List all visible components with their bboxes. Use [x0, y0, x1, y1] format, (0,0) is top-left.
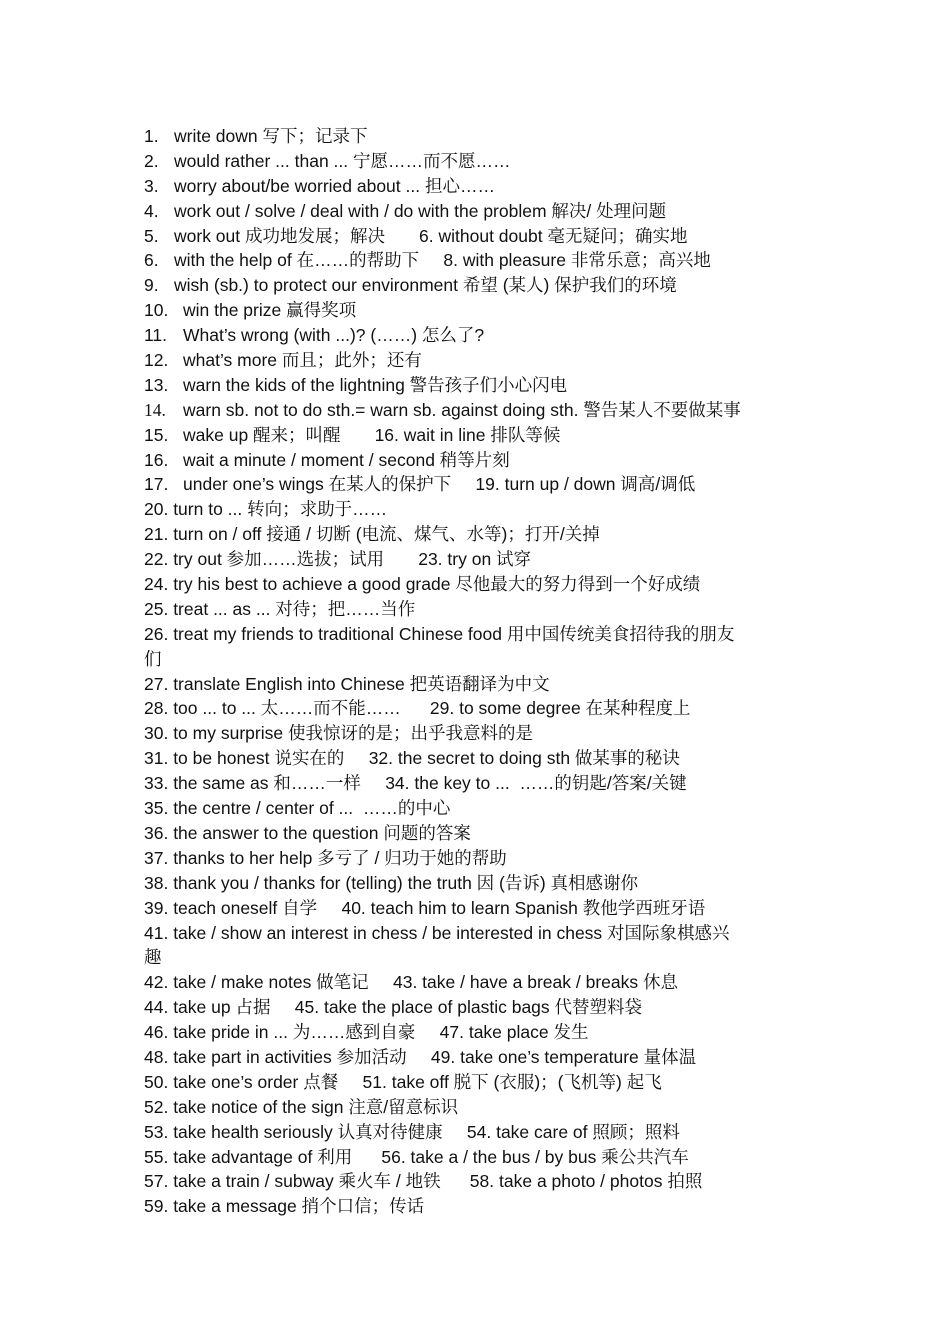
phrase-line	[144, 472, 824, 497]
list-number: 12.	[144, 350, 169, 371]
phrase-line	[144, 1020, 824, 1045]
phrase-line	[144, 348, 824, 373]
phrase-line	[144, 1045, 824, 1070]
list-number: 5.	[144, 225, 159, 246]
phrase-text: what’s more 而且；此外；还有	[183, 350, 422, 371]
phrase-line	[144, 497, 824, 522]
phrase-text: 50. take one’s order 点餐 51. take off 脱下 (衣服)；(飞机等) 起飞	[144, 1071, 662, 1092]
phrase-line	[144, 149, 824, 174]
phrase-text: wish (sb.) to protect our environment 希望 (某人) 保护我们的环境	[174, 275, 677, 296]
list-number: 13.	[144, 374, 169, 395]
phrase-line	[144, 721, 824, 746]
phrase-line	[144, 124, 824, 149]
phrase-line	[144, 1120, 824, 1145]
phrase-text: 48. take part in activities 参加活动 49. take one’s temperature 量体温	[144, 1046, 697, 1067]
phrase-text: would rather ... than ... 宁愿……而不愿……	[174, 150, 511, 171]
phrase-text: 31. to be honest 说实在的 32. the secret to doing sth 做某事的秘诀	[144, 748, 680, 769]
phrase-line	[144, 597, 824, 622]
phrase-line	[144, 224, 824, 249]
list-number: 1.	[144, 126, 159, 146]
phrase-text: 24. try his best to achieve a good grade 尽他最大的努力得到一个好成绩	[144, 574, 701, 595]
list-number: 15.	[144, 424, 169, 445]
phrase-line	[144, 398, 824, 423]
phrase-text: 26. treat my friends to traditional Chinese food 用中国传统美食招待我的朋友	[144, 623, 735, 644]
phrase-text: 27. translate English into Chinese 把英语翻译为中文	[144, 673, 550, 694]
phrase-text: 25. treat ... as ... 对待；把……当作	[144, 598, 416, 619]
list-number: 17.	[144, 474, 169, 495]
phrase-line	[144, 921, 824, 946]
phrase-text: 们	[144, 648, 162, 669]
phrase-text: wait a minute / moment / second 稍等片刻	[183, 449, 510, 470]
list-number: 14.	[144, 399, 166, 420]
phrase-text: wake up 醒来；叫醒 16. wait in line 排队等候	[183, 424, 561, 445]
phrase-line	[144, 547, 824, 572]
phrase-text: 39. teach oneself 自学 40. teach him to learn Spanish 教他学西班牙语	[144, 897, 706, 918]
phrase-text: 41. take / show an interest in chess / be interested in chess 对国际象棋感兴	[144, 922, 730, 943]
phrase-text: 28. too ... to ... 太……而不能…… 29. to some degree 在某种程度上	[144, 698, 691, 719]
phrase-text: warn sb. not to do sth.= warn sb. against doing sth. 警告某人不要做某事	[183, 399, 741, 420]
phrase-line	[144, 846, 824, 871]
phrase-line	[144, 273, 824, 298]
phrase-line	[144, 1169, 824, 1194]
phrase-text: 42. take / make notes 做笔记 43. take / have a break / breaks 休息	[144, 972, 678, 993]
phrase-line	[144, 1095, 824, 1120]
phrase-line	[144, 771, 824, 796]
phrase-text: work out / solve / deal with / do with the problem 解决/ 处理问题	[174, 200, 667, 221]
phrase-line	[144, 298, 824, 323]
list-number: 6.	[144, 250, 159, 271]
phrase-line	[144, 522, 824, 547]
phrase-text: 36. the answer to the question 问题的答案	[144, 822, 471, 843]
list-number: 4.	[144, 200, 159, 221]
phrase-line	[144, 672, 824, 697]
phrase-line	[144, 373, 824, 398]
phrase-line	[144, 746, 824, 771]
phrase-text: worry about/be worried about ... 担心……	[174, 175, 495, 196]
phrase-line	[144, 821, 824, 846]
phrase-text: 57. take a train / subway 乘火车 / 地铁 58. take a photo / photos 拍照	[144, 1171, 703, 1192]
phrase-text: 44. take up 占据 45. take the place of plastic bags 代替塑料袋	[144, 997, 643, 1018]
list-number: 16.	[144, 449, 169, 470]
phrase-line	[144, 995, 824, 1020]
phrase-line	[144, 1194, 824, 1219]
phrase-line	[144, 248, 824, 273]
phrase-text: work out 成功地发展；解决 6. without doubt 毫无疑问；确实地	[174, 225, 688, 246]
phrase-line	[144, 896, 824, 921]
phrase-text: 21. turn on / off 接通 / 切断 (电流、煤气、水等)；打开/关掉	[144, 524, 600, 545]
list-number: 3.	[144, 175, 159, 196]
phrase-text: 59. take a message 捎个口信；传话	[144, 1196, 425, 1217]
phrase-line	[144, 174, 824, 199]
phrase-line	[144, 622, 824, 647]
phrase-line	[144, 572, 824, 597]
list-number: 11.	[144, 325, 168, 346]
phrase-line	[144, 796, 824, 821]
phrase-line	[144, 199, 824, 224]
phrase-line	[144, 696, 824, 721]
phrase-text: write down 写下；记录下	[174, 126, 368, 146]
list-number: 9.	[144, 275, 159, 296]
phrase-text: warn the kids of the lightning 警告孩子们小心闪电	[183, 374, 568, 395]
phrase-text: 55. take advantage of 利用 56. take a / the bus / by bus 乘公共汽车	[144, 1146, 689, 1167]
phrase-line	[144, 323, 824, 348]
phrase-text: 趣	[144, 947, 162, 968]
list-number: 10.	[144, 300, 169, 321]
list-number: 2.	[144, 150, 159, 171]
phrase-line	[144, 1145, 824, 1170]
phrase-text: 33. the same as 和……一样 34. the key to ... ……的钥匙/答案/关键	[144, 773, 687, 794]
phrase-text: win the prize 赢得奖项	[183, 300, 357, 321]
phrase-line	[144, 1070, 824, 1095]
phrase-text: 35. the centre / center of ... ……的中心	[144, 798, 451, 819]
phrase-text: What’s wrong (with ...)? (……) 怎么了?	[183, 325, 485, 346]
phrase-line	[144, 871, 824, 896]
phrase-list-document	[144, 124, 824, 1219]
phrase-text: 46. take pride in ... 为……感到自豪 47. take place 发生	[144, 1022, 589, 1043]
phrase-text: 37. thanks to her help 多亏了 / 归功于她的帮助	[144, 847, 507, 868]
phrase-line	[144, 423, 824, 448]
phrase-line	[144, 945, 824, 970]
phrase-text: with the help of 在……的帮助下 8. with pleasure 非常乐意；高兴地	[174, 250, 711, 271]
phrase-line	[144, 970, 824, 995]
phrase-text: 30. to my surprise 使我惊讶的是；出乎我意料的是	[144, 723, 533, 744]
phrase-text: 52. take notice of the sign 注意/留意标识	[144, 1096, 459, 1117]
phrase-text: under one’s wings 在某人的保护下 19. turn up / down 调高/调低	[183, 474, 696, 495]
phrase-line	[144, 448, 824, 473]
phrase-text: 22. try out 参加……选拔；试用 23. try on 试穿	[144, 549, 532, 570]
phrase-text: 20. turn to ... 转向；求助于……	[144, 499, 388, 520]
phrase-text: 53. take health seriously 认真对待健康 54. take care of 照顾；照料	[144, 1121, 680, 1142]
phrase-text: 38. thank you / thanks for (telling) the truth 因 (告诉) 真相感谢你	[144, 872, 639, 893]
phrase-line	[144, 647, 824, 672]
